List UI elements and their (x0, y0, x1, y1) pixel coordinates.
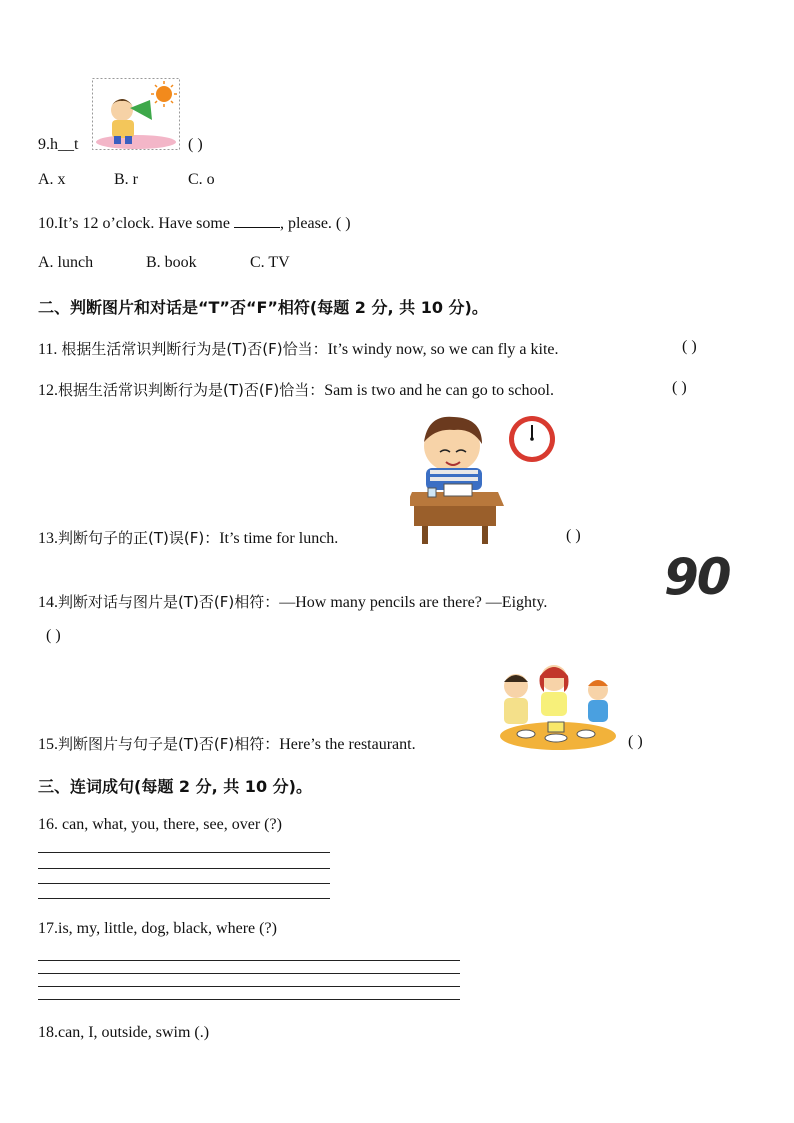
q14-answer-paren[interactable]: ( ) (46, 627, 61, 644)
q9-option-b[interactable]: B. r (114, 171, 138, 188)
q10-stem: 10.It’s 12 o’clock. Have some , please. ( ) (38, 215, 351, 232)
q16-stem: 16. can, what, you, there, see, over (?) (38, 816, 282, 833)
q10-blank[interactable] (234, 213, 280, 228)
q16-answer-line[interactable] (38, 898, 330, 899)
q9-option-c[interactable]: C. o (188, 171, 215, 188)
q11-answer-paren[interactable]: ( ) (682, 338, 697, 355)
q17-answer-line[interactable] (38, 999, 460, 1000)
q13-stem: 13.判断句子的正(T)误(F)：It’s time for lunch. (38, 529, 339, 547)
boy-eating-clock-icon (410, 412, 560, 544)
number-ninety-image: 90 (664, 548, 730, 606)
q15-stem: 15.判断图片与句子是(T)否(F)相符：Here’s the restaurant. (38, 735, 416, 753)
q9-options (38, 171, 215, 189)
q16-answer-line[interactable] (38, 868, 330, 869)
q17-answer-line[interactable] (38, 986, 460, 987)
q15-answer-paren[interactable]: ( ) (628, 733, 643, 750)
section2-title: 二、判断图片和对话是“T”否“F”相符(每题 2 分, 共 10 分)。 (38, 298, 488, 317)
q10-option-a[interactable]: A. lunch (38, 254, 94, 271)
q12-stem: 12.根据生活常识判断行为是(T)否(F)恰当：Sam is two and he can go to school. (38, 381, 554, 399)
q16-answer-line[interactable] (38, 852, 330, 853)
q16-answer-line[interactable] (38, 883, 330, 884)
q11-stem: 11. 根据生活常识判断行为是(T)否(F)恰当：It’s windy now, so we can fly a kite. (38, 340, 559, 358)
section3-title: 三、连词成句(每题 2 分, 共 10 分)。 (38, 777, 312, 796)
q10-options (38, 254, 290, 272)
q9-option-a[interactable]: A. x (38, 171, 66, 188)
q9-answer-paren[interactable]: ( ) (188, 136, 203, 153)
q17-stem: 17.is, my, little, dog, black, where (?) (38, 920, 277, 937)
q9-stem: 9.h__t (38, 136, 79, 153)
q10-option-b[interactable]: B. book (146, 254, 197, 271)
q14-stem: 14.判断对话与图片是(T)否(F)相符：—How many pencils are there? —Eighty. (38, 593, 548, 611)
q17-answer-line[interactable] (38, 960, 460, 961)
boy-fan-sun-icon (92, 78, 180, 150)
q18-stem: 18.can, I, outside, swim (.) (38, 1024, 210, 1041)
q13-answer-paren[interactable]: ( ) (566, 527, 581, 544)
q12-answer-paren[interactable]: ( ) (672, 379, 687, 396)
family-dinner-icon (498, 662, 620, 750)
q10-option-c[interactable]: C. TV (250, 254, 290, 271)
q17-answer-line[interactable] (38, 973, 460, 974)
